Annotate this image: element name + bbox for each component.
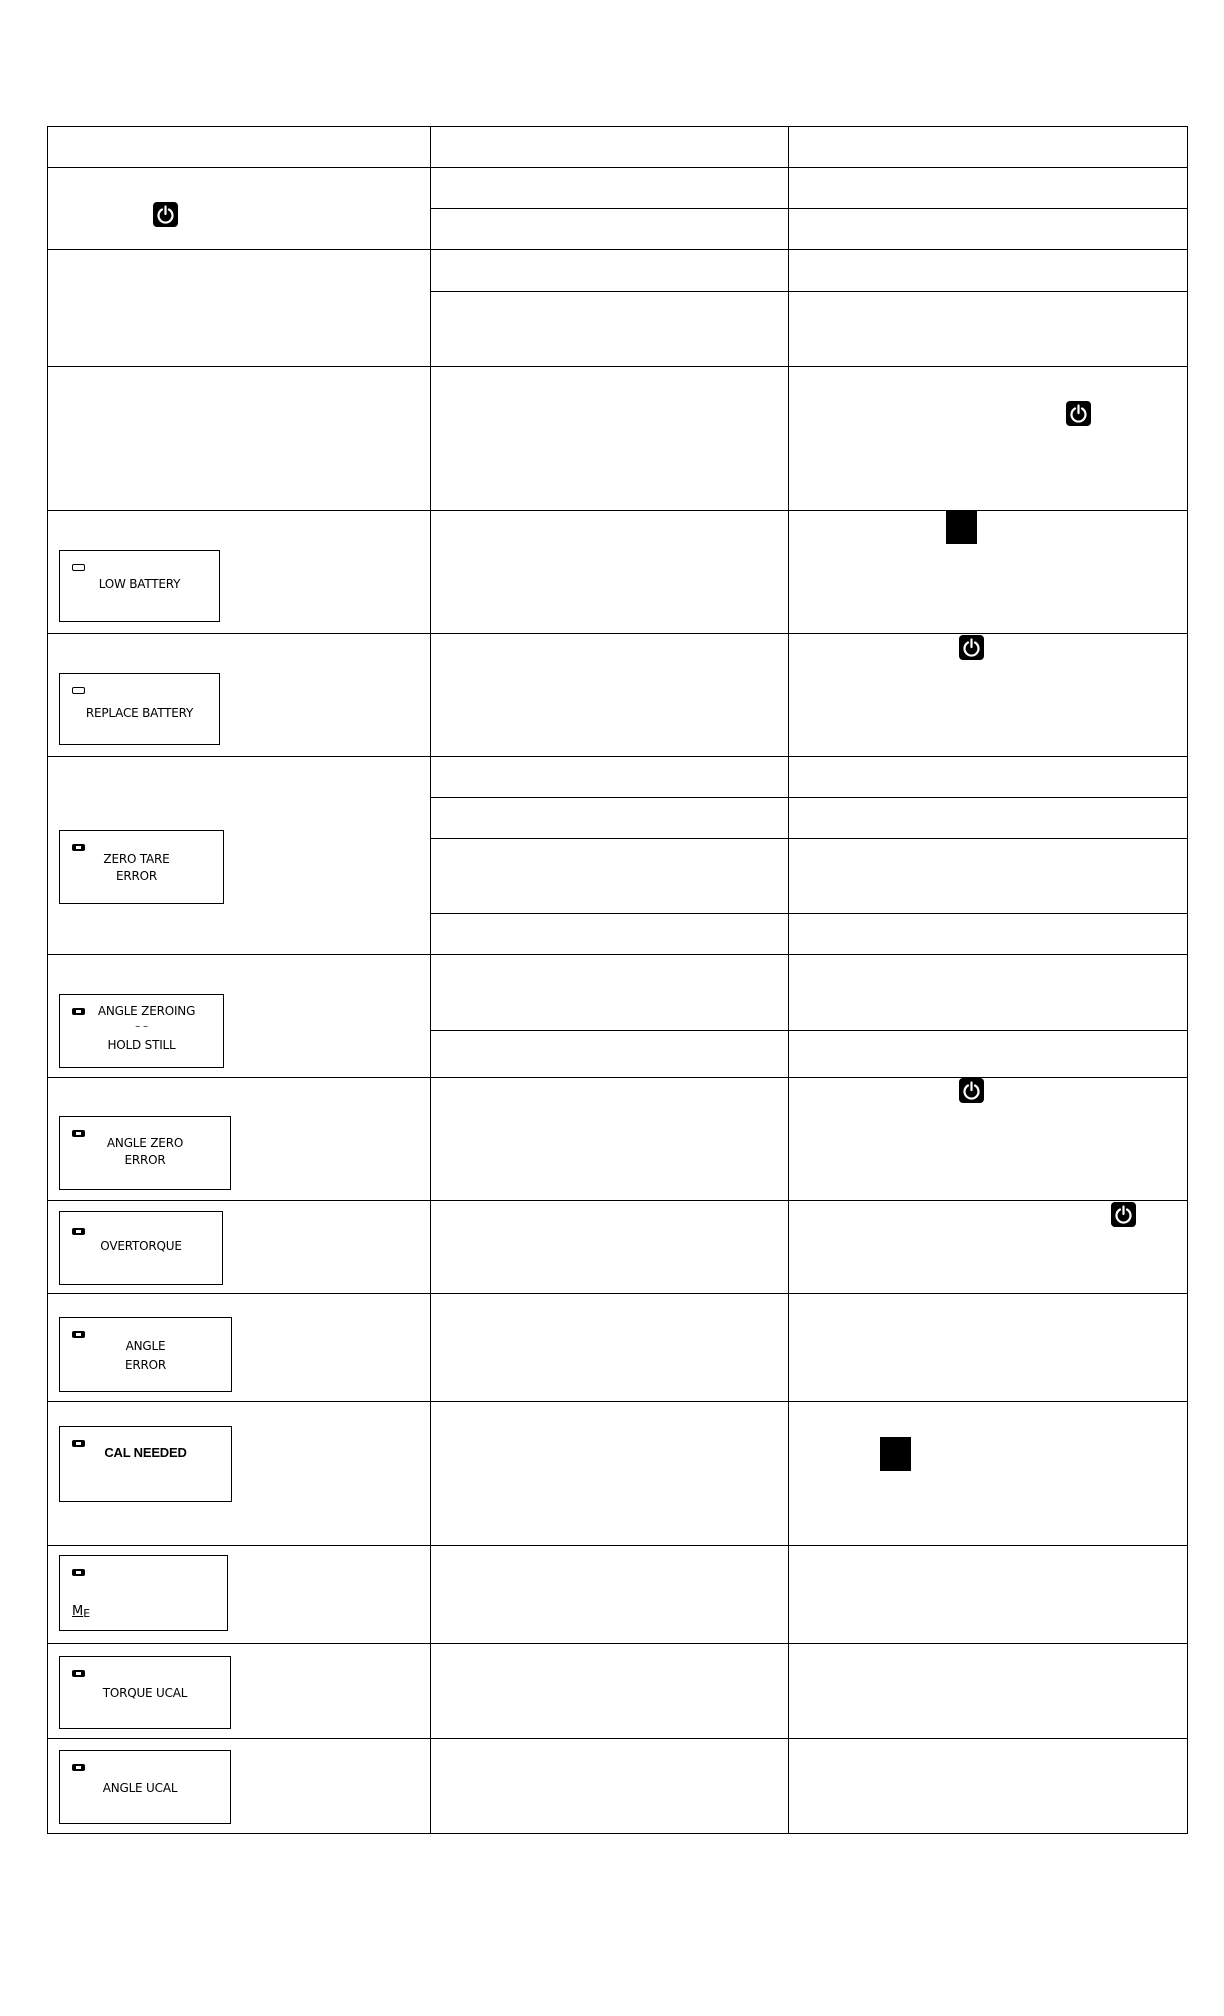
- subrow-divider: [430, 208, 1188, 209]
- lcd-text: ERROR: [115, 869, 158, 883]
- row-divider: [47, 954, 1188, 955]
- lcd-text: OVERTORQUE: [100, 1239, 182, 1253]
- battery-low-icon: [72, 564, 85, 571]
- subrow-divider: [430, 838, 1188, 839]
- lcd-text: – –: [135, 1021, 148, 1032]
- lcd-text: ERROR: [124, 1153, 166, 1167]
- power-icon: [959, 1078, 984, 1103]
- lcd-text: TORQUE UCAL: [102, 1686, 188, 1700]
- battery-low-icon: [72, 687, 85, 694]
- lcd-text: ERROR: [124, 1358, 167, 1372]
- row-divider: [47, 1401, 1188, 1402]
- lcd-text: ANGLE: [125, 1339, 166, 1353]
- lcd-text: ANGLE UCAL: [102, 1781, 178, 1795]
- lcd-text: REPLACE BATTERY: [85, 706, 194, 720]
- me-symbol-main: M: [72, 1604, 84, 1619]
- lcd-text: ANGLE ZEROING: [97, 1004, 196, 1018]
- row-divider: [47, 1545, 1188, 1546]
- black-button-square: [880, 1437, 911, 1471]
- lcd-text: ZERO TARE: [103, 852, 170, 866]
- battery-full-icon: [72, 1331, 85, 1338]
- table-border-bottom: [47, 1833, 1188, 1834]
- lcd-display-angle-error: [59, 1317, 232, 1392]
- lcd-text: LOW BATTERY: [98, 577, 181, 591]
- subrow-divider: [430, 913, 1188, 914]
- row-divider: [47, 366, 1188, 367]
- power-icon: [153, 202, 178, 227]
- battery-full-icon: [72, 1569, 85, 1576]
- battery-full-icon: [72, 1670, 85, 1677]
- row-divider: [47, 1738, 1188, 1739]
- lcd-text: ANGLE ZERO: [106, 1136, 184, 1150]
- column-divider-1: [430, 126, 431, 1834]
- row-divider: [47, 167, 1188, 168]
- power-icon: [1066, 401, 1091, 426]
- row-divider: [47, 1200, 1188, 1201]
- lcd-display-angle-zero-error: [59, 1116, 231, 1190]
- lcd-text: HOLD STILL: [107, 1038, 176, 1052]
- lcd-display-torque-ucal: [59, 1656, 231, 1729]
- lcd-display-overtorque: [59, 1211, 223, 1285]
- row-divider: [47, 510, 1188, 511]
- table-border-top: [47, 126, 1188, 127]
- power-icon: [959, 635, 984, 660]
- row-divider: [47, 1643, 1188, 1644]
- lcd-display-replace-battery: [59, 673, 220, 745]
- power-icon: [1111, 1202, 1136, 1227]
- lcd-display-angle-zeroing: [59, 994, 224, 1068]
- row-divider: [47, 1293, 1188, 1294]
- battery-full-icon: [72, 844, 85, 851]
- column-divider-2: [788, 126, 789, 1834]
- row-divider: [47, 756, 1188, 757]
- black-button-square: [946, 511, 977, 544]
- subrow-divider: [430, 291, 1188, 292]
- lcd-display-angle-ucal: [59, 1750, 231, 1824]
- me-symbol-sub: E: [83, 1607, 91, 1620]
- lcd-display-low-battery: [59, 550, 220, 622]
- lcd-display-cal-needed: [59, 1426, 232, 1502]
- row-divider: [47, 249, 1188, 250]
- row-divider: [47, 1077, 1188, 1078]
- battery-full-icon: [72, 1764, 85, 1771]
- lcd-display-zero-tare-error: [59, 830, 224, 904]
- lcd-text: CAL NEEDED: [104, 1445, 187, 1460]
- subrow-divider: [430, 1030, 1188, 1031]
- table-border-left: [47, 126, 48, 1834]
- subrow-divider: [430, 797, 1188, 798]
- table-border-right: [1187, 126, 1188, 1834]
- me-symbol: [72, 1604, 90, 1622]
- row-divider: [47, 633, 1188, 634]
- lcd-display-me: [59, 1555, 228, 1631]
- battery-full-icon: [72, 1228, 85, 1235]
